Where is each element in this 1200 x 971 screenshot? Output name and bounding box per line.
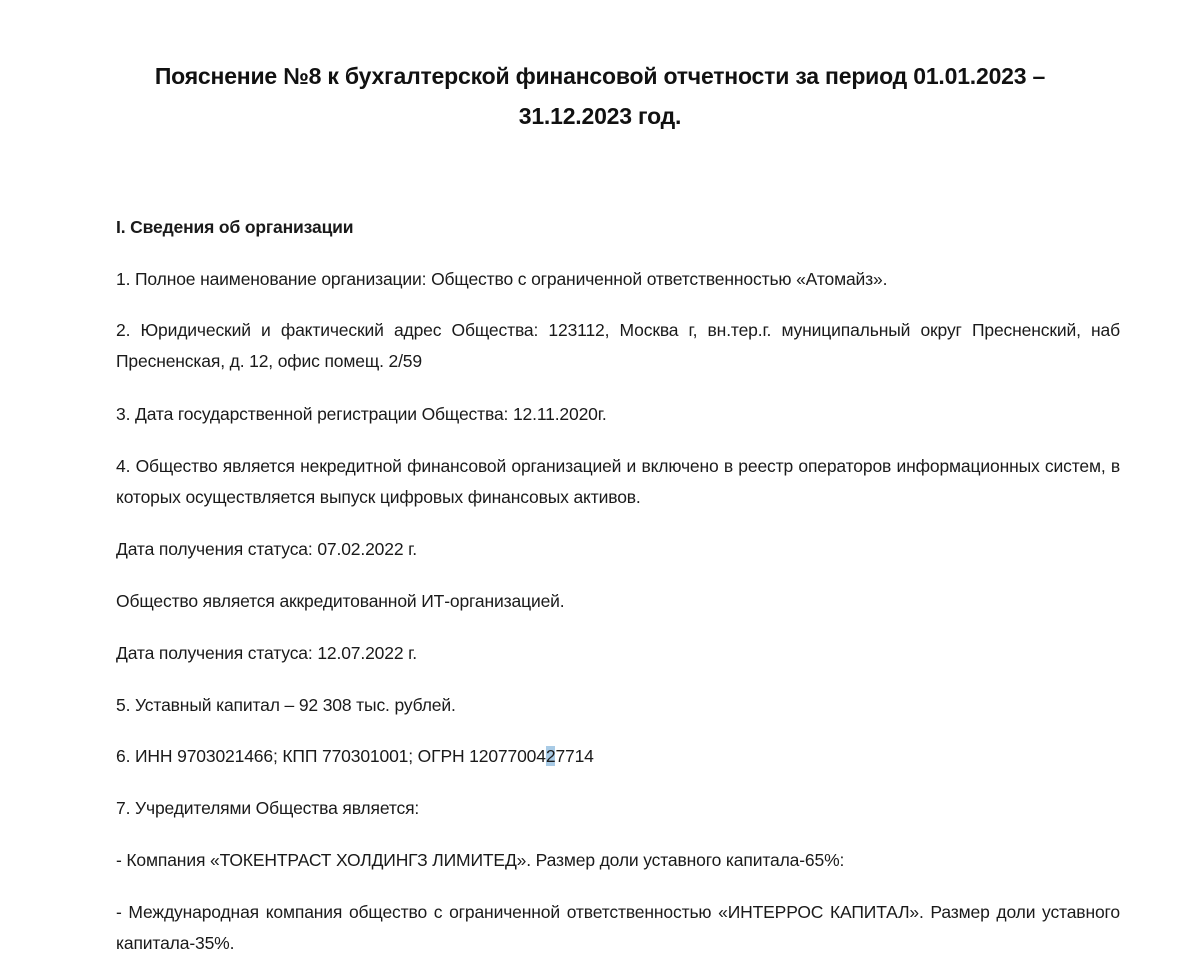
title-line-1: Пояснение №8 к бухгалтерской финансовой отчетности за период 01.01.2023 – [154, 63, 1046, 89]
paragraph-registration-date: 3. Дата государственной регистрации Общества: 12.11.2020г. [116, 404, 607, 424]
tax-ids-prefix: 6. ИНН 9703021466; КПП 770301001; ОГРН 1207700 [116, 746, 537, 766]
paragraph-full-name: 1. Полное наименование организации: Общество с ограниченной ответственностью «Атомайз». [116, 269, 888, 289]
title-line-2: 31.12.2023 год. [518, 103, 682, 129]
tax-ids-pre-selection: 4 [536, 746, 546, 766]
paragraph-address: 2. Юридический и фактический адрес Общества: 123112, Москва г, вн.тер.г. муниципальный округ Пресненский, наб Пресненская, д. 12, офис помещ. 2/59 [116, 320, 1120, 371]
paragraph-nonbank-status: 4. Общество является некредитной финансовой организацией и включено в реестр операторов информационных систем, в которых осуществляется выпуск цифровых финансовых активов. [116, 456, 1120, 507]
paragraph-it-accreditation: Общество является аккредитованной ИТ-организацией. [116, 591, 565, 611]
list-item-founder-1: - Компания «ТОКЕНТРАСТ ХОЛДИНГЗ ЛИМИТЕД». Размер доли уставного капитала-65%: [116, 850, 845, 870]
paragraph-tax-ids[interactable] [116, 741, 1120, 772]
paragraph-status-date-2: Дата получения статуса: 12.07.2022 г. [116, 643, 417, 663]
paragraph-status-date-1: Дата получения статуса: 07.02.2022 г. [116, 539, 417, 559]
text-selection[interactable]: 2 [545, 746, 556, 766]
list-item-founder-2: - Международная компания общество с ограниченной ответственностью «ИНТЕРРОС КАПИТАЛ». Размер доли уставного капитала-35%. [116, 902, 1120, 953]
section-heading: I. Сведения об организации [116, 217, 354, 237]
tax-ids-suffix: 7714 [555, 746, 594, 766]
document-title [100, 56, 1100, 136]
paragraph-founders-heading: 7. Учредителями Общества является: [116, 798, 420, 818]
paragraph-share-capital: 5. Уставный капитал – 92 308 тыс. рублей. [116, 695, 456, 715]
